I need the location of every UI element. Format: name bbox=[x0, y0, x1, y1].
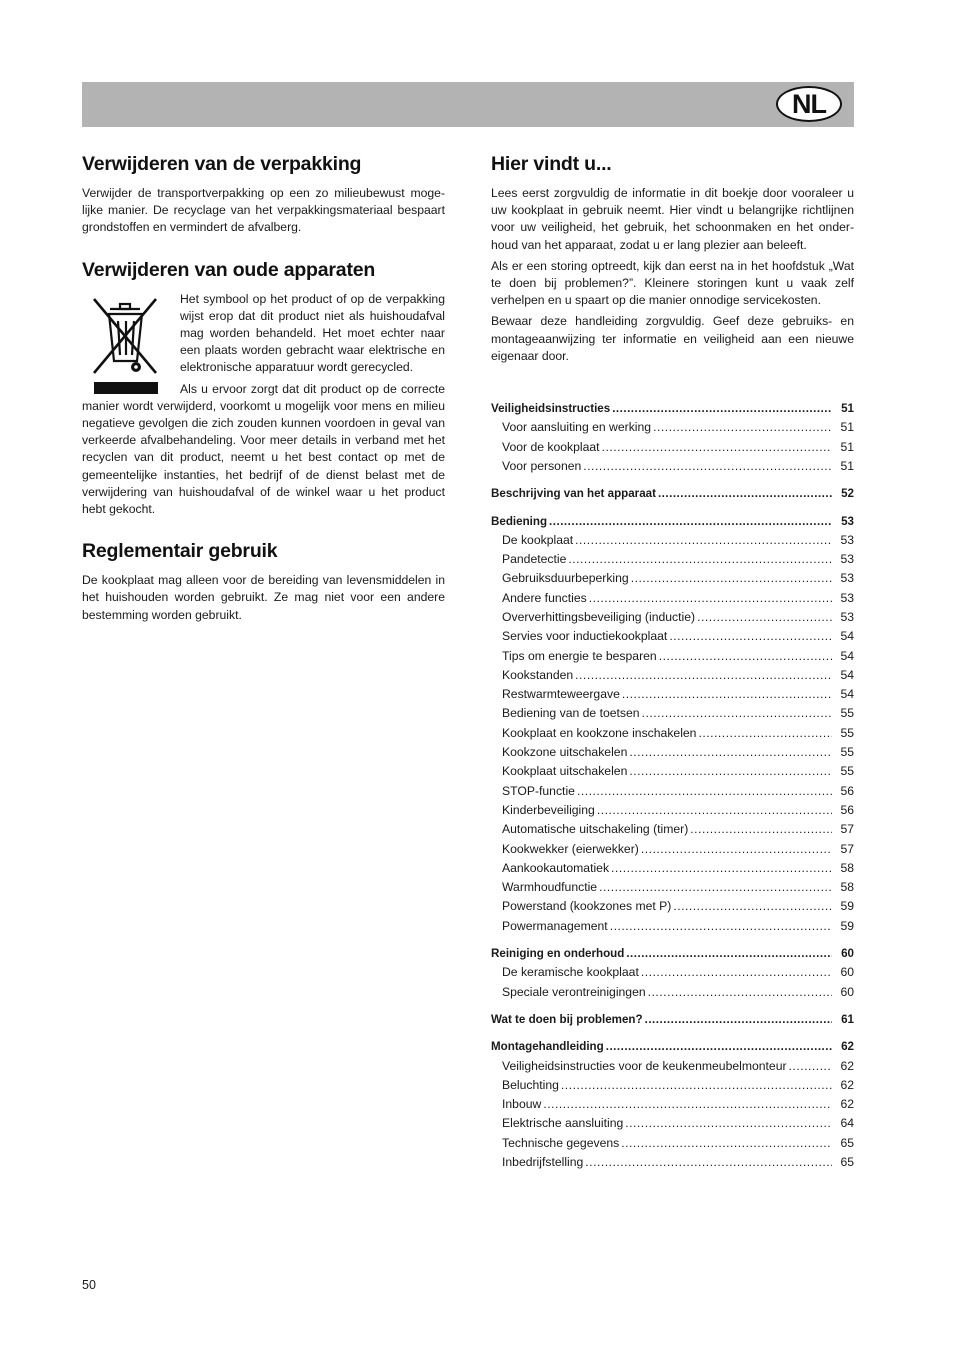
toc-leader-dots bbox=[629, 762, 832, 781]
right-column bbox=[491, 153, 854, 1180]
toc-label: De kookplaat bbox=[502, 532, 574, 547]
toc-group bbox=[491, 399, 854, 476]
toc-page-number: 53 bbox=[840, 532, 854, 547]
toc-entry[interactable] bbox=[491, 820, 854, 839]
toc-entry[interactable] bbox=[491, 897, 854, 916]
toc-leader-dots bbox=[631, 569, 832, 588]
toc-page-number: 53 bbox=[841, 514, 854, 528]
toc-entry[interactable] bbox=[491, 782, 854, 801]
toc-entry[interactable] bbox=[491, 859, 854, 878]
toc-chapter[interactable] bbox=[491, 484, 854, 503]
toc-label: Montagehandleiding bbox=[491, 1040, 604, 1054]
toc-entry[interactable] bbox=[491, 1153, 854, 1172]
toc-leader-dots bbox=[575, 666, 832, 685]
toc-label: Bediening van de toetsen bbox=[502, 706, 640, 721]
toc-label: Voor de kookplaat bbox=[502, 439, 600, 454]
toc-label: Powermanagement bbox=[502, 918, 608, 933]
toc-page-number: 62 bbox=[840, 1058, 854, 1073]
toc-leader-dots bbox=[543, 1095, 832, 1114]
toc-leader-dots bbox=[669, 627, 832, 646]
toc-page-number: 53 bbox=[840, 552, 854, 567]
toc-entry[interactable] bbox=[491, 963, 854, 982]
toc-page-number: 65 bbox=[840, 1135, 854, 1150]
toc-label: Kookstanden bbox=[502, 667, 574, 682]
toc-page-number: 53 bbox=[840, 610, 854, 624]
toc-entry[interactable] bbox=[491, 1134, 854, 1153]
toc-label: Voor personen bbox=[502, 458, 582, 473]
toc-group bbox=[491, 484, 854, 503]
toc-leader-dots bbox=[653, 418, 832, 437]
toc-entry[interactable] bbox=[491, 1095, 854, 1114]
toc-entry[interactable] bbox=[491, 627, 854, 646]
toc-leader-dots bbox=[602, 438, 832, 457]
toc-leader-dots bbox=[622, 685, 832, 704]
toc-entry[interactable] bbox=[491, 840, 854, 859]
toc-label: Voor aansluiting en werking bbox=[502, 420, 652, 435]
toc-page-number: 56 bbox=[840, 783, 854, 798]
toc-leader-dots bbox=[673, 897, 832, 916]
toc-label: Oververhittingsbeveiliging (inductie) bbox=[502, 610, 696, 624]
old-devices-heading: Verwijderen van oude apparaten bbox=[82, 258, 376, 281]
toc-leader-dots bbox=[697, 608, 832, 627]
toc-leader-dots bbox=[611, 859, 832, 878]
toc-page-number: 54 bbox=[840, 648, 854, 663]
toc-page-number: 55 bbox=[840, 706, 854, 721]
language-badge: NL bbox=[776, 86, 842, 122]
table-of-contents bbox=[491, 399, 854, 1172]
toc-page-number: 54 bbox=[840, 687, 854, 702]
toc-label: Reiniging en onderhoud bbox=[491, 947, 625, 961]
toc-leader-dots bbox=[641, 840, 832, 859]
toc-page-number: 54 bbox=[840, 629, 854, 644]
toc-page-number: 65 bbox=[840, 1155, 854, 1170]
toc-leader-dots bbox=[575, 531, 832, 550]
toc-label: Warmhoudfunctie bbox=[502, 880, 598, 895]
toc-label: De keramische kookplaat bbox=[502, 965, 639, 980]
toc-entry[interactable] bbox=[491, 438, 854, 457]
toc-entry[interactable] bbox=[491, 569, 854, 588]
toc-label: Beluchting bbox=[502, 1077, 559, 1092]
toc-label: Automatische uitschakeling (timer) bbox=[502, 822, 689, 837]
toc-leader-dots bbox=[549, 512, 832, 531]
toc-page-number: 62 bbox=[841, 1040, 854, 1054]
toc-page-number: 64 bbox=[840, 1116, 854, 1131]
toc-leader-dots bbox=[629, 743, 832, 762]
toc-label: Pandetectie bbox=[502, 552, 567, 567]
toc-entry[interactable] bbox=[491, 917, 854, 936]
toc-label: Gebruiksduurbeperking bbox=[502, 571, 629, 586]
toc-entry[interactable] bbox=[491, 704, 854, 723]
old-devices-body bbox=[82, 291, 445, 519]
toc-label: Tips om energie te besparen bbox=[502, 648, 657, 663]
toc-label: Veiligheidsinstructies voor de keukenmeubelmonteur bbox=[502, 1058, 787, 1073]
toc-leader-dots bbox=[625, 1114, 832, 1133]
regulatory-text: De kookplaat mag alleen voor de bereiding van levensmiddelen in het huishouden worden gebruikt. Ze mag niet voor een andere bestemming worden gebruikt. bbox=[82, 573, 445, 622]
toc-entry[interactable] bbox=[491, 801, 854, 820]
toc-entry[interactable] bbox=[491, 589, 854, 608]
toc-leader-dots bbox=[610, 917, 832, 936]
toc-leader-dots bbox=[585, 1153, 832, 1172]
toc-entry[interactable] bbox=[491, 983, 854, 1002]
toc-entry[interactable] bbox=[491, 743, 854, 762]
toc-leader-dots bbox=[645, 1010, 832, 1029]
toc-entry[interactable] bbox=[491, 1076, 854, 1095]
page-number: 50 bbox=[82, 1278, 96, 1292]
toc-entry[interactable] bbox=[491, 666, 854, 685]
toc-page-number: 53 bbox=[840, 571, 854, 586]
toc-leader-dots bbox=[626, 944, 832, 963]
toc-leader-dots bbox=[612, 399, 832, 418]
toc-page-number: 57 bbox=[840, 822, 854, 837]
toc-entry[interactable] bbox=[491, 878, 854, 897]
intro-paragraph-1: Lees eerst zorgvuldig de informatie in dit boekje door vooraleer u uw kookplaat in gebruik neemt. Hier vindt u belangrijke richtlijnen voor uw veiligheid, het gebruik, het schoonmaken en het onderhoud van het apparaat, zodat u er lang plezier aan beleeft. bbox=[491, 186, 854, 252]
toc-page-number: 55 bbox=[840, 764, 854, 779]
section-old-devices bbox=[82, 259, 445, 519]
toc-entry[interactable] bbox=[491, 1114, 854, 1133]
toc-label: Restwarmteweergave bbox=[502, 687, 620, 702]
crossed-out-bin-icon bbox=[86, 291, 166, 398]
left-column bbox=[82, 153, 445, 646]
toc-group bbox=[491, 512, 854, 937]
toc-page-number: 60 bbox=[840, 984, 854, 999]
packaging-heading: Verwijderen van de verpakking bbox=[82, 153, 362, 175]
toc-leader-dots bbox=[648, 983, 832, 1002]
toc-label: Inbouw bbox=[502, 1097, 542, 1112]
toc-label: Veiligheidsinstructies bbox=[491, 402, 611, 416]
intro-paragraph-2: Als er een storing optreedt, kijk dan eerst na in het hoofdstuk „Wat te doen bij problemen?”. Kleinere storingen kunt u vaak zelf verhelpen en u spaart op die manier onnodige servicekosten. bbox=[491, 258, 854, 308]
toc-entry[interactable] bbox=[491, 647, 854, 666]
toc-page-number: 51 bbox=[840, 458, 854, 473]
toc-leader-dots bbox=[606, 1037, 832, 1056]
toc-entry[interactable] bbox=[491, 762, 854, 781]
toc-leader-dots bbox=[641, 963, 832, 982]
toc-page-number: 56 bbox=[840, 802, 854, 817]
toc-entry[interactable] bbox=[491, 550, 854, 569]
toc-label: Aankookautomatiek bbox=[502, 860, 610, 875]
toc-page-number: 62 bbox=[840, 1097, 854, 1112]
toc-group bbox=[491, 944, 854, 1002]
toc-leader-dots bbox=[690, 820, 832, 839]
toc-label: Beschrijving van het apparaat bbox=[491, 487, 656, 501]
toc-chapter[interactable] bbox=[491, 944, 854, 963]
toc-entry[interactable] bbox=[491, 418, 854, 437]
toc-chapter[interactable] bbox=[491, 1010, 854, 1029]
toc-leader-dots bbox=[658, 484, 832, 503]
toc-label: Kookzone uitschakelen bbox=[502, 745, 628, 760]
toc-label: Bediening bbox=[491, 514, 548, 528]
toc-page-number: 57 bbox=[840, 841, 854, 856]
toc-page-number: 59 bbox=[840, 899, 854, 914]
toc-label: Speciale verontreinigingen bbox=[502, 984, 646, 999]
toc-leader-dots bbox=[789, 1057, 832, 1076]
header-band bbox=[82, 82, 854, 127]
toc-leader-dots bbox=[561, 1076, 832, 1095]
toc-group bbox=[491, 1010, 854, 1029]
toc-page-number: 51 bbox=[840, 420, 854, 435]
toc-leader-dots bbox=[621, 1134, 832, 1153]
old-devices-text-2: Als u ervoor zorgt dat dit product op de correcte manier wordt verwijderd, voorkomt u mogelijk voor mens en milieu negatieve gevolgen die zich zouden kunnen voordoen in geval van verkeerde afvalbehandeling. Voor meer details in verband met het recyclen van dit product, neemt u het best contact op met de gemeentelijke instanties, het bedrijf of de dienst belast met de verwijdering van huishoudafval of de winkel waar u het product hebt gekocht. bbox=[82, 381, 445, 517]
old-devices-text-1: Het symbool op het product of op de verpakking wijst erop dat dit product niet als huishoudafval mag worden behandeld. Het moet echter naar een plaats worden gebracht waar elektrische en elektronische apparatuur wordt gerecycled. bbox=[180, 291, 445, 375]
toc-label: Kookplaat uitschakelen bbox=[502, 764, 628, 779]
toc-page-number: 54 bbox=[840, 667, 854, 682]
toc-page-number: 62 bbox=[840, 1077, 854, 1092]
toc-label: Powerstand (kookzones met P) bbox=[502, 899, 672, 914]
toc-leader-dots bbox=[597, 801, 832, 820]
toc-label: Elektrische aansluiting bbox=[502, 1116, 624, 1131]
section-regulatory bbox=[82, 540, 445, 624]
toc-entry[interactable] bbox=[491, 1057, 854, 1076]
toc-label: Technische gegevens bbox=[502, 1135, 620, 1150]
section-packaging bbox=[82, 153, 445, 237]
toc-group bbox=[491, 1037, 854, 1172]
toc-leader-dots bbox=[599, 878, 832, 897]
toc-page-number: 53 bbox=[840, 590, 854, 605]
toc-leader-dots bbox=[583, 457, 832, 476]
toc-label: Kookwekker (eierwekker) bbox=[502, 841, 639, 856]
toc-label: Inbedrijfstelling bbox=[502, 1155, 584, 1170]
toc-page-number: 55 bbox=[840, 745, 854, 760]
toc-label: Kookplaat en kookzone inschakelen bbox=[502, 725, 697, 740]
toc-entry[interactable] bbox=[491, 608, 854, 627]
toc-leader-dots bbox=[698, 724, 832, 743]
toc-label: Wat te doen bij problemen? bbox=[491, 1012, 643, 1026]
toc-page-number: 55 bbox=[840, 725, 854, 740]
toc-label: Kinderbeveiliging bbox=[502, 802, 595, 817]
intro-paragraph-3: Bewaar deze handleiding zorgvuldig. Geef deze gebruiks- en montageaanwijzing ter informatie en veiligheid aan een nieuwe eigenaar door. bbox=[491, 314, 854, 363]
toc-entry[interactable] bbox=[491, 685, 854, 704]
toc-chapter[interactable] bbox=[491, 399, 854, 418]
toc-entry[interactable] bbox=[491, 457, 854, 476]
toc-label: Servies voor inductiekookplaat bbox=[502, 629, 668, 644]
packaging-text: Verwijder de transportverpakking op een zo milieubewust mogelijke manier. De recyclage van het verpakkingsmateriaal bespaart grondstoffen en vermindert de afvalberg. bbox=[82, 186, 445, 235]
toc-page-number: 61 bbox=[841, 1012, 854, 1026]
contents-heading: Hier vindt u... bbox=[491, 153, 612, 175]
toc-page-number: 58 bbox=[840, 860, 854, 875]
toc-leader-dots bbox=[589, 589, 832, 608]
toc-page-number: 59 bbox=[840, 918, 854, 933]
toc-entry[interactable] bbox=[491, 724, 854, 743]
toc-page-number: 51 bbox=[840, 439, 854, 454]
toc-page-number: 52 bbox=[841, 487, 854, 501]
regulatory-heading: Reglementair gebruik bbox=[82, 540, 278, 563]
toc-page-number: 60 bbox=[841, 947, 854, 961]
toc-leader-dots bbox=[642, 704, 832, 723]
toc-chapter[interactable] bbox=[491, 1037, 854, 1056]
toc-entry[interactable] bbox=[491, 531, 854, 550]
toc-page-number: 51 bbox=[841, 402, 854, 416]
toc-leader-dots bbox=[577, 782, 832, 801]
toc-label: STOP-functie bbox=[502, 783, 575, 798]
toc-leader-dots bbox=[659, 647, 832, 666]
toc-label: Andere functies bbox=[502, 590, 587, 605]
toc-page-number: 60 bbox=[840, 965, 854, 980]
toc-page-number: 58 bbox=[840, 880, 854, 895]
toc-leader-dots bbox=[568, 550, 832, 569]
toc-chapter[interactable] bbox=[491, 512, 854, 531]
